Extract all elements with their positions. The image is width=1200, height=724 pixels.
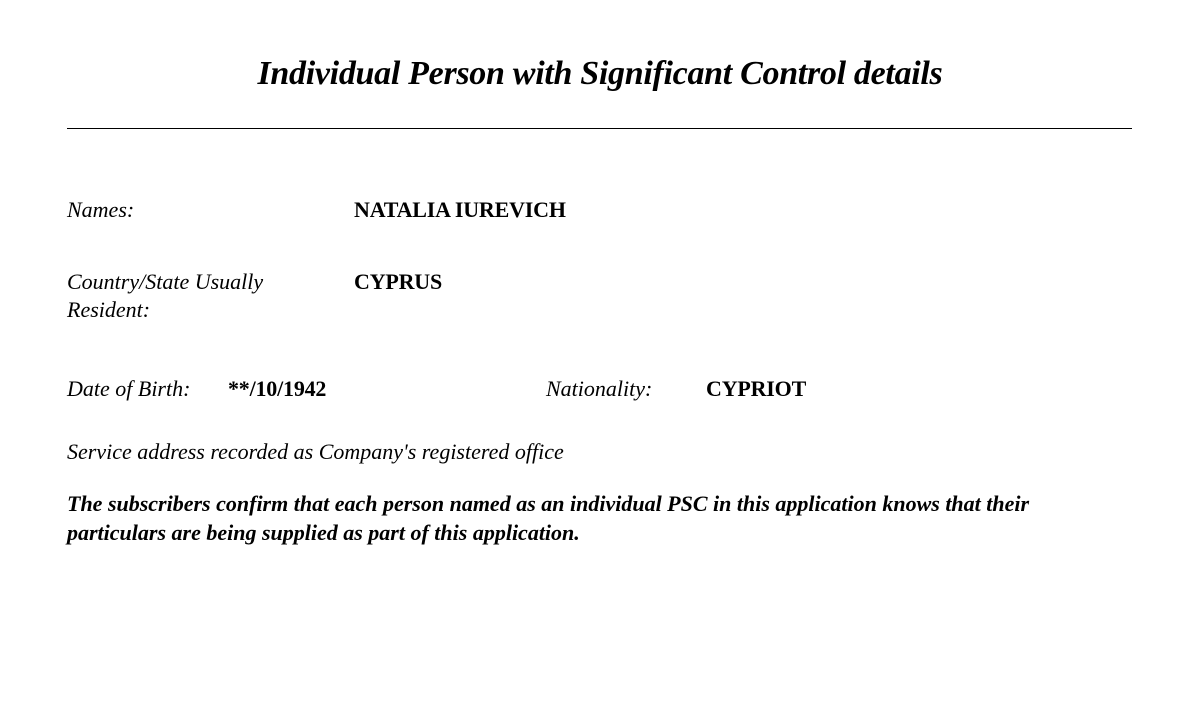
title-divider xyxy=(67,128,1132,129)
names-value: NATALIA IUREVICH xyxy=(354,197,566,222)
nationality-label: Nationality: xyxy=(546,376,653,401)
names-label: Names: xyxy=(67,197,135,222)
date-of-birth-label: Date of Birth: xyxy=(67,376,191,401)
country-resident-label xyxy=(67,268,327,324)
country-resident-label-line1: Country/State Usually xyxy=(67,269,264,294)
date-of-birth-value: **/10/1942 xyxy=(228,376,327,401)
country-resident-label-line2: Resident: xyxy=(67,297,151,322)
subscriber-confirmation-note xyxy=(67,489,1147,547)
nationality-value: CYPRIOT xyxy=(706,376,807,401)
service-address-note: Service address recorded as Company's registered office xyxy=(67,439,564,464)
subscriber-confirmation-line2: particulars are being supplied as part of this application. xyxy=(67,520,580,545)
country-resident-value: CYPRUS xyxy=(354,269,443,294)
subscriber-confirmation-line1: The subscribers confirm that each person named as an individual PSC in this application knows that their xyxy=(67,491,1030,516)
page-title: Individual Person with Significant Control details xyxy=(257,55,943,92)
